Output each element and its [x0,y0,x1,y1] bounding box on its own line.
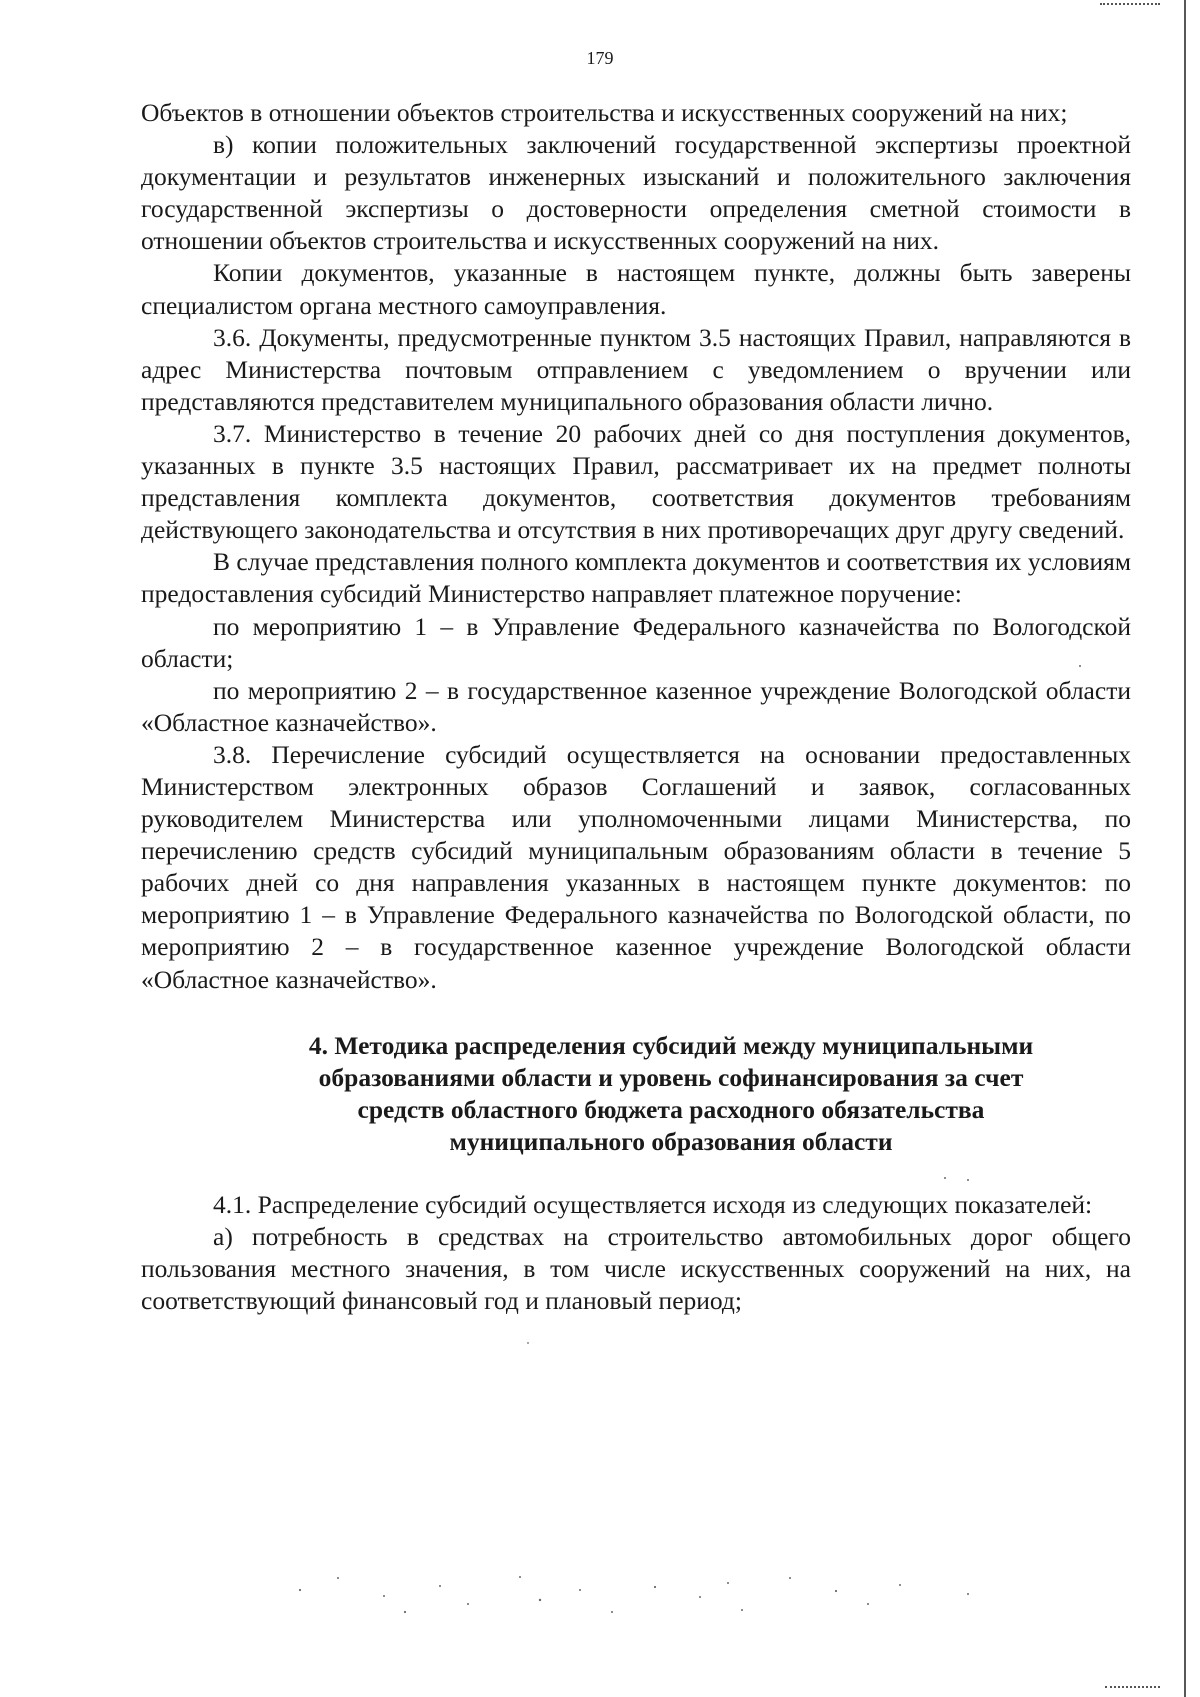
paragraph: 3.7. Министерство в течение 20 рабочих дней со дня поступления документов, указанных в пункте 3.5 настоящих Правил, рассматривает их на предмет полноты представления комплекта документов, соответствия документов требованиям действующего законодательства и отсутствия в них противоречащих друг другу сведений. [141,418,1131,545]
section-heading-line: муниципального образования области [449,1126,893,1156]
paragraph: по мероприятию 2 – в государственное казенное учреждение Вологодской области «Областное казначейство». [141,675,1131,737]
paragraph: Объектов в отношении объектов строительства и искусственных сооружений на них; [141,98,1068,127]
paragraph: В случае представления полного комплекта документов и соответствия их условиям предоставления субсидий Министерство направляет платежное поручение: [141,547,1131,609]
paragraph: по мероприятию 1 – в Управление Федерального казначейства по Вологодской области; [141,611,1131,673]
paragraph: 4.1. Распределение субсидий осуществляется исходя из следующих показателей: [213,1190,1093,1219]
section-heading-line: образованиями области и уровень софинансирования за счет [318,1062,1024,1092]
paragraph: а) потребность в средствах на строительство автомобильных дорог общего пользования местного значения, в том числе искусственных сооружений на них, на соответствующий финансовый год и плановый период; [141,1222,1131,1316]
paragraph: 3.8. Перечисление субсидий осуществляется на основании предоставленных Министерством электронных образов Соглашений и заявок, согласованных руководителем Министерства или уполномоченными лицами Министерства, по перечислению средств субсидий муниципальным образованиям области в течение 5 рабочих дней со дня направления указанных в настоящем пункте документов: по мероприятию 1 – в Управление Федерального казначейства по Вологодской области, по мероприятию 2 – в государственное казенное учреждение Вологодской области «Областное казначейство». [141,739,1131,994]
paragraph: 3.6. Документы, предусмотренные пунктом 3.5 настоящих Правил, направляются в адрес Министерства почтовым отправлением с уведомлением о вручении или представляются представителем муниципального образования области лично. [141,322,1131,416]
section-heading-line: средств областного бюджета расходного обязательства [357,1094,985,1124]
scan-corner-mark-top [1100,0,1160,5]
section-heading [141,1030,1131,1158]
paragraphs-before-heading [141,97,1131,996]
section-heading-line: 4. Методика распределения субсидий между муниципальными [308,1030,1034,1060]
paragraph: в) копии положительных заключений государственной экспертизы проектной документации и результатов инженерных изысканий и положительного заключения государственной экспертизы о достоверности определения сметной стоимости в отношении объектов строительства и искусственных сооружений на них. [141,130,1131,256]
scan-corner-mark-bottom [1105,1686,1160,1691]
page-number: 179 [586,48,614,68]
paragraphs-after-heading [141,1189,1131,1317]
scan-edge-line [1184,0,1186,1697]
document-body [141,97,1131,1317]
paragraph: Копии документов, указанные в настоящем пункте, должны быть заверены специалистом органа местного самоуправления. [141,258,1131,320]
